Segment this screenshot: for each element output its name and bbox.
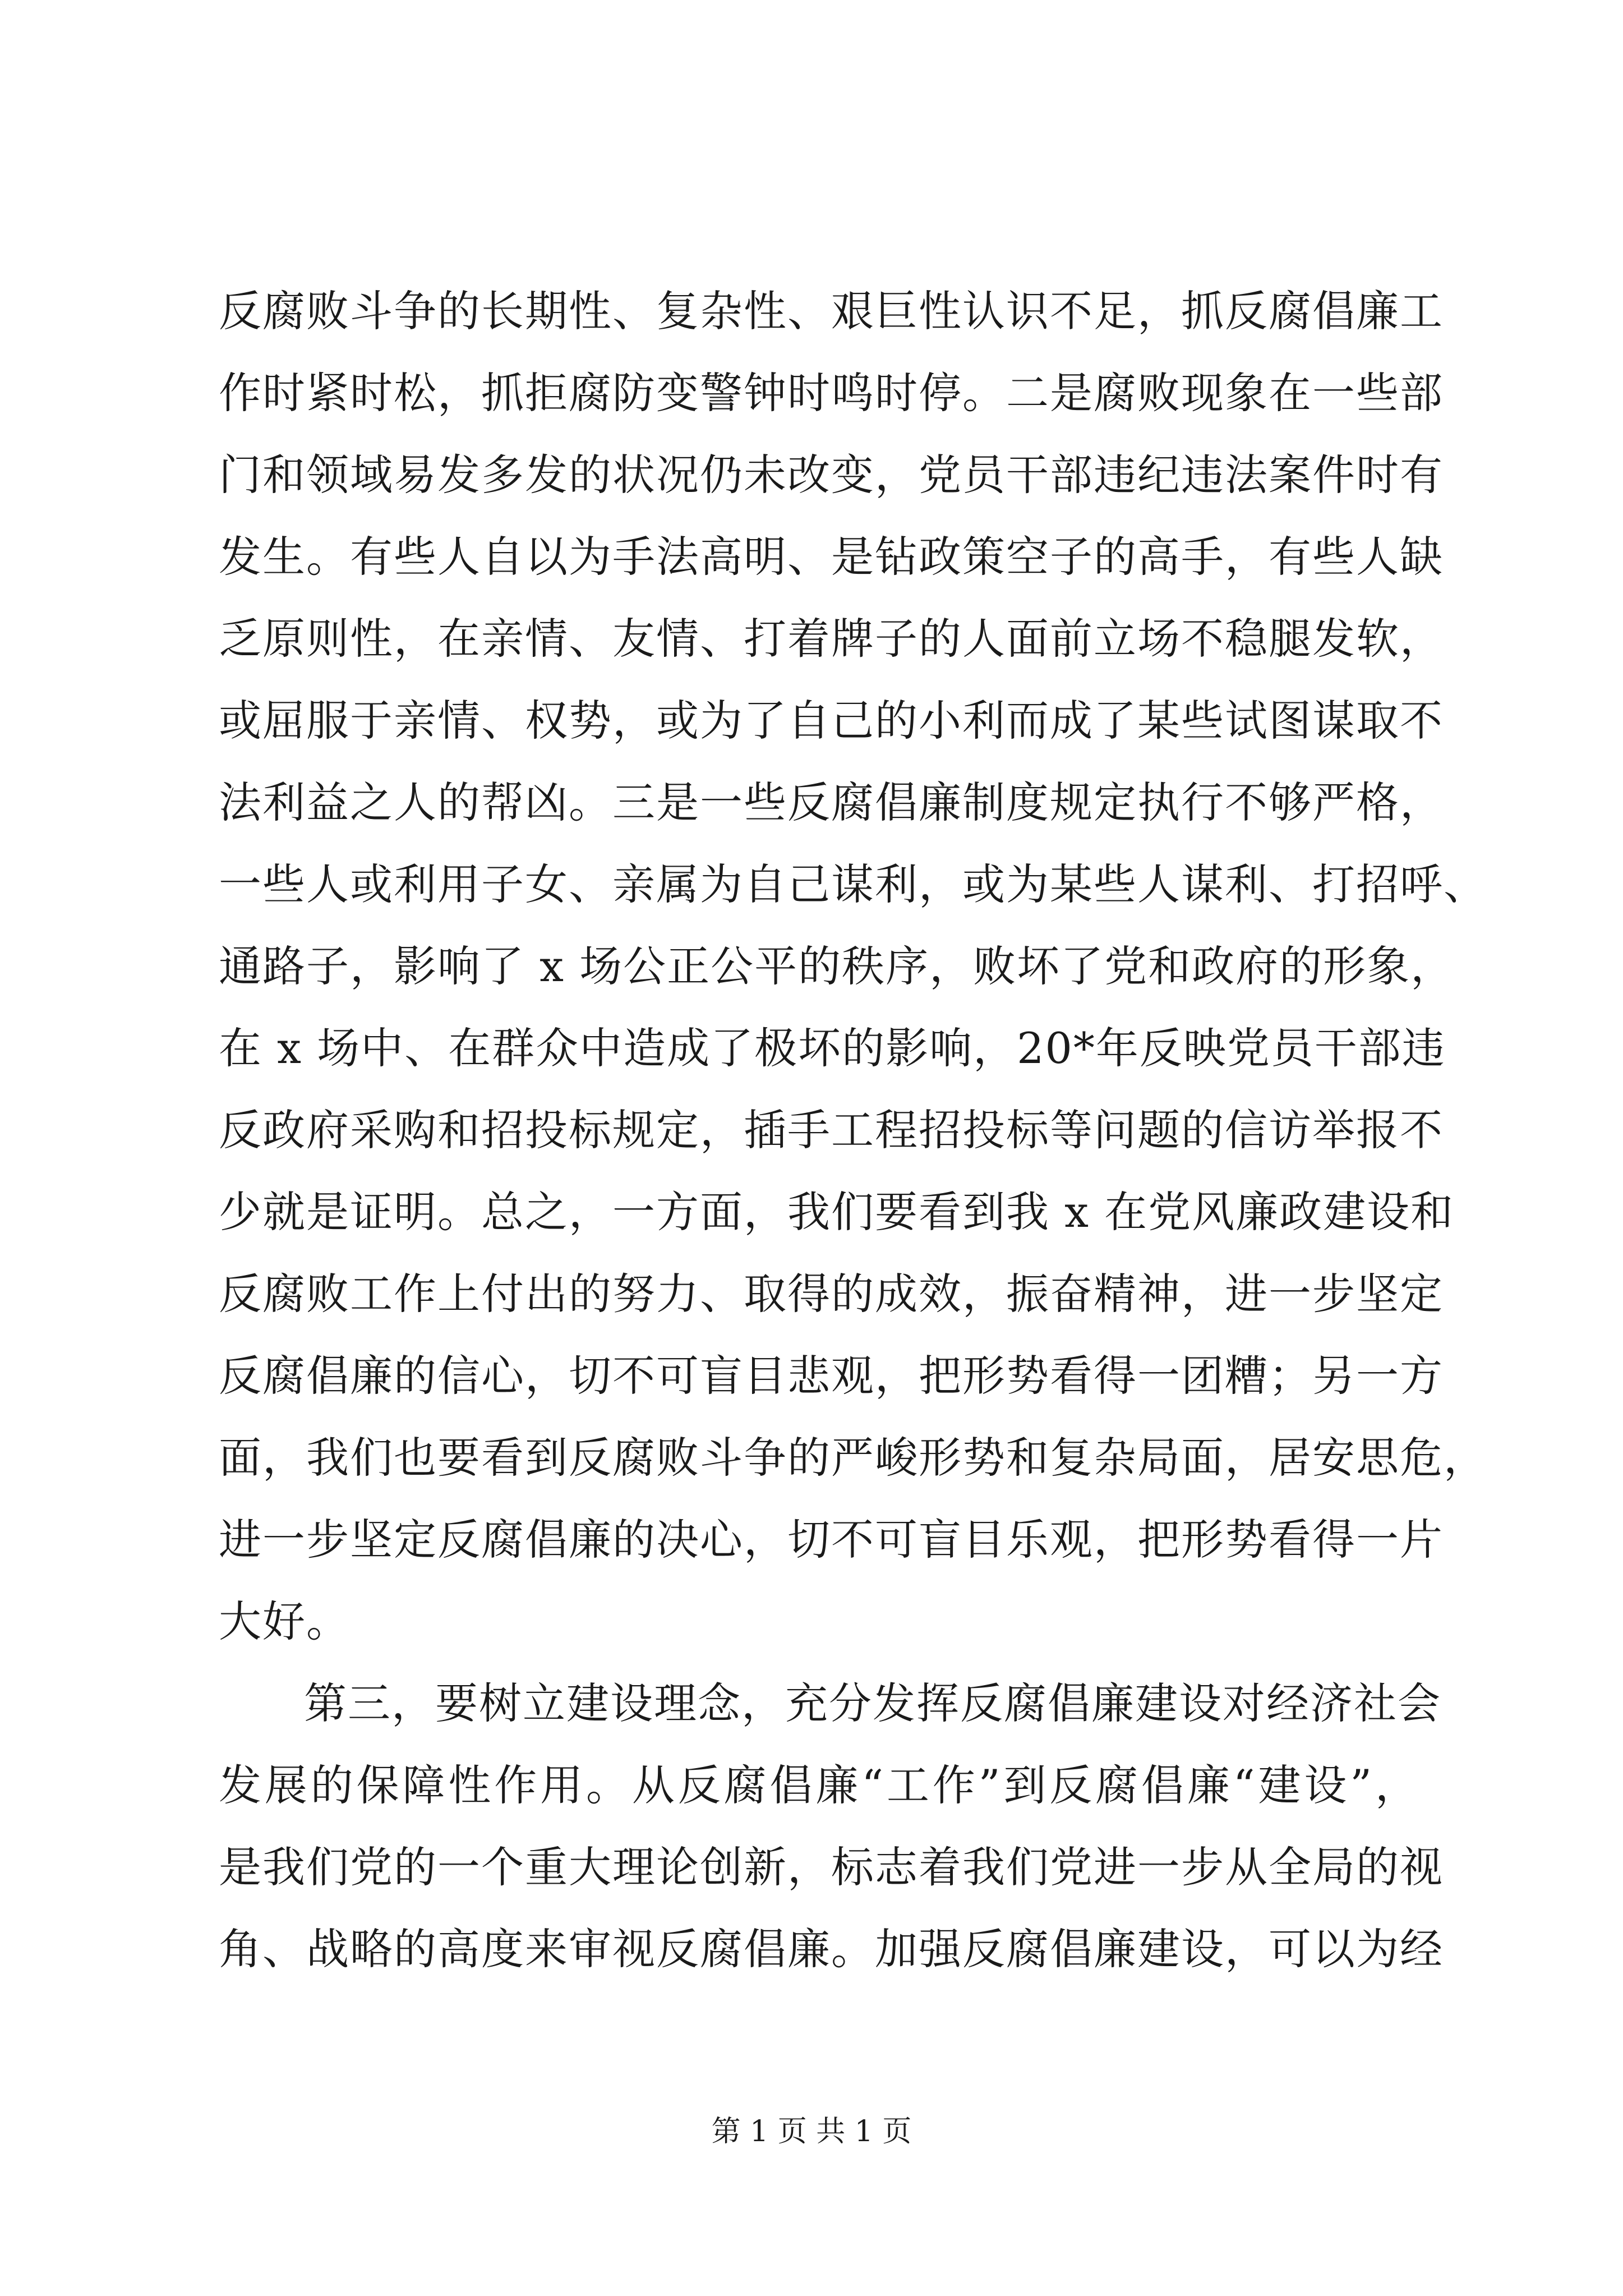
document-body bbox=[219, 280, 1487, 2000]
text-line: 发展的保障性作用。从反腐倡廉“工作”到反腐倡廉“建设”， bbox=[219, 1760, 1419, 1810]
text-line: 反腐败斗争的长期性、复杂性、艰巨性认识不足，抓反腐倡廉工 bbox=[219, 286, 1444, 336]
text-line: 反政府采购和招投标规定，插手工程招投标等问题的信访举报不 bbox=[219, 1105, 1444, 1155]
text-line: 发生。有些人自以为手法高明、是钻政策空子的高手，有些人缺 bbox=[219, 532, 1444, 582]
paragraph-2 bbox=[219, 1673, 1444, 2000]
text-line: 面，我们也要看到反腐败斗争的严峻形势和复杂局面，居安思危， bbox=[219, 1433, 1487, 1483]
text-line: 一些人或利用子女、亲属为自己谋利，或为某些人谋利、打招呼、 bbox=[219, 859, 1487, 909]
text-line: 反腐倡廉的信心，切不可盲目悲观，把形势看得一团糟；另一方 bbox=[219, 1351, 1444, 1401]
text-line: 作时紧时松，抓拒腐防变警钟时鸣时停。二是腐败现象在一些部 bbox=[219, 368, 1444, 418]
text-line: 法利益之人的帮凶。三是一些反腐倡廉制度规定执行不够严格， bbox=[219, 777, 1444, 827]
text-line: 大好。 bbox=[219, 1596, 350, 1646]
text-line: 门和领域易发多发的状况仍未改变，党员干部违纪违法案件时有 bbox=[219, 450, 1444, 500]
text-line: 角、战略的高度来审视反腐倡廉。加强反腐倡廉建设，可以为经 bbox=[219, 1924, 1444, 1974]
page-footer: 第 1 页 共 1 页 bbox=[711, 2115, 912, 2148]
text-line: 少就是证明。总之，一方面，我们要看到我 x 在党风廉政建设和 bbox=[219, 1187, 1455, 1237]
text-line: 第三，要树立建设理念，充分发挥反腐倡廉建设对经济社会 bbox=[304, 1678, 1441, 1728]
text-line: 通路子，影响了 x 场公正公平的秩序，败坏了党和政府的形象， bbox=[219, 941, 1455, 991]
text-line: 进一步坚定反腐倡廉的决心，切不可盲目乐观，把形势看得一片 bbox=[219, 1515, 1444, 1565]
text-line: 在 x 场中、在群众中造成了极坏的影响，20*年反映党员干部违 bbox=[219, 1023, 1446, 1073]
text-line: 是我们党的一个重大理论创新，标志着我们党进一步从全局的视 bbox=[219, 1842, 1444, 1892]
text-line: 或屈服于亲情、权势，或为了自己的小利而成了某些试图谋取不 bbox=[219, 696, 1444, 746]
text-line: 反腐败工作上付出的努力、取得的成效，振奋精神，进一步坚定 bbox=[219, 1269, 1444, 1319]
text-line: 乏原则性，在亲情、友情、打着牌子的人面前立场不稳腿发软， bbox=[219, 614, 1444, 664]
paragraph-1 bbox=[219, 280, 1487, 1673]
